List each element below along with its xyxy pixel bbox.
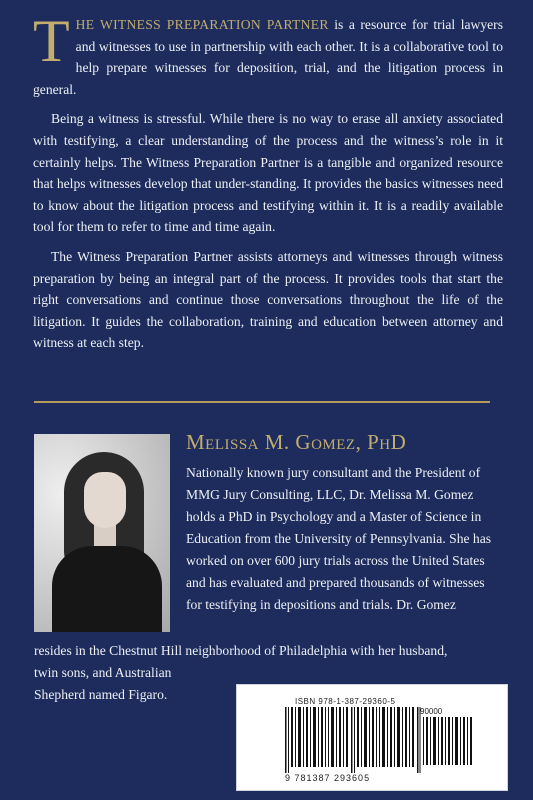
author-bio: Nationally known jury consultant and the President of MMG Jury Consulting, LLC, Dr. Melissa M. Gomez holds a PhD in Psychology and a Master of Science in Education from the University of Pennsylvania. She has worked on over 600 jury trials across the United States and has evaluated and prepared thousands of witnesses for testifying in depositions and trials. Dr. Gomez [186, 465, 492, 612]
author-name: Melissa M. Gomez, PhD [186, 430, 407, 454]
isbn-label: ISBN 978-1-387-29360-5 [295, 697, 396, 706]
author-bio-continued: resides in the Chestnut Hill neighborhood of Philadelphia with her husband, [34, 643, 448, 658]
barcode-box [236, 684, 508, 791]
intro-paragraph-2: Being a witness is stressful. While there is no way to erase all anxiety associated with testifying, a clear understanding of the process and the witness’s role in it certainly helps. The Witness Preparation Partner is a tangible and organized resource that helps witnesses develop that under-standing. It provides the basics witnesses need to know about the litigation process and testifying within it. It is a readily available tool for them to refer to time and time again. [33, 111, 503, 235]
intro-text [33, 8, 503, 362]
author-photo [34, 434, 170, 632]
price-code: 90000 [420, 707, 443, 716]
intro-paragraph-3: The Witness Preparation Partner assists attorneys and witnesses through witness preparation by being an integral part of the process. It provides tools that start the right conversations and continue those conversations throughout the life of the litigation. It guides the collaboration, training and education between attorney and witness at each step. [33, 248, 503, 351]
intro-paragraph-1 [33, 8, 503, 100]
drop-cap: T [33, 8, 70, 74]
title-lead-caps: HE WITNESS PREPARATION PARTNER [75, 17, 329, 32]
barcode-icon [285, 707, 421, 773]
price-barcode-icon [421, 717, 473, 765]
barcode-digits: 9 781387 293605 [285, 773, 371, 783]
intro-paragraph-1-text: is a resource for trial lawyers and witnesses to use in partnership with each other. It is a collaborative tool to help prepare witnesses for deposition, trial, and the litigation process in general. [33, 17, 503, 97]
divider-rule [34, 401, 490, 403]
author-bio-end: twin sons, and Australian Shepherd named Figaro. [34, 665, 172, 702]
